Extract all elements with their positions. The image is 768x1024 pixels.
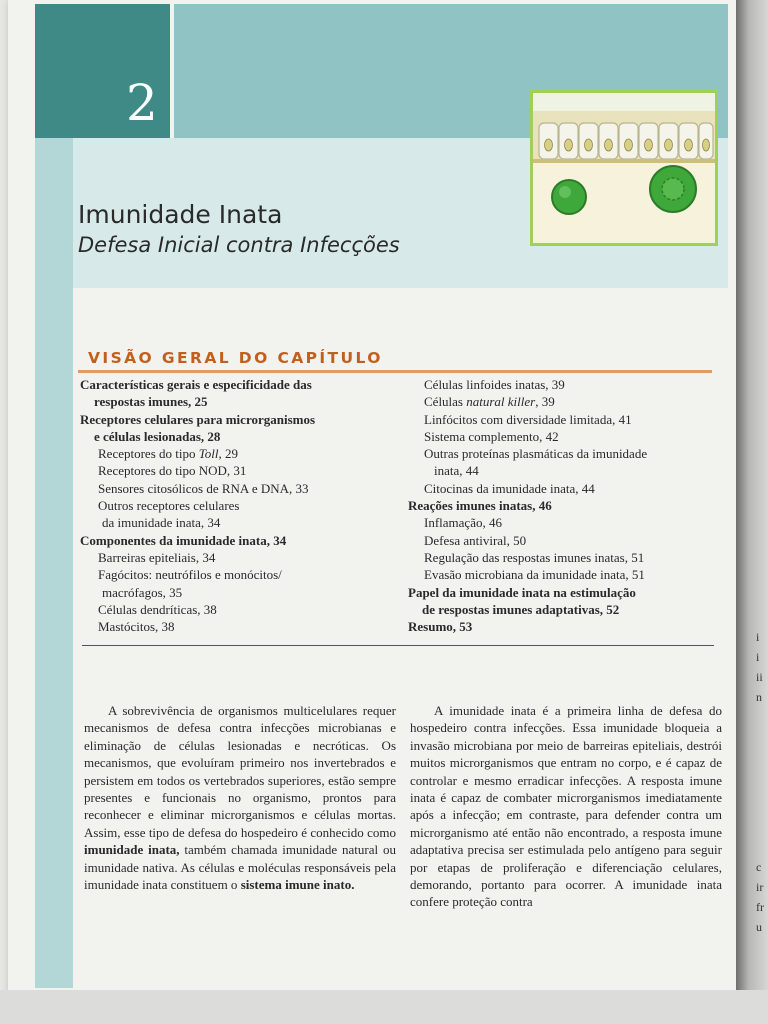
right-toc-item: Citocinas da imunidade inata, 44 [424,480,595,496]
gutter-text-fragment: fr [756,900,764,914]
right-toc-item: Sistema complemento, 42 [424,428,559,444]
right-toc-item: de respostas imunes adaptativas, 52 [422,601,620,617]
right-toc-item: Células linfoides inatas, 39 [424,377,565,392]
right-toc-item: Resumo, 53 [408,619,473,635]
left-toc-item: Células dendríticas, 38 [98,601,217,617]
intro-text-1: A sobrevivência de organismos multicelulares requer mecanismos de defesa contra infecções microbianas e eliminação de células lesionadas e necróticas. Os mecanismos, que evoluíram primeiro nos invertebrados e persistem em todos os vertebrados superiores, estão sempre presentes e funcionais no organismo, prontos para reconhecer e eliminar microrganismos e células mortas. Assim, esse tipo de defesa do hospedeiro é conhecido como [84,703,396,840]
body-left-column [84,702,396,893]
first-line-defense-paragraph: A imunidade inata é a primeira linha de defesa do hospedeiro contra infecções. Essa imunidade bloqueia a invasão microbiana por meio de barreiras epiteliais, destrói muitos microrganismos que entram no corpo, e é capaz de controlar e mesmo erradicar infecções. A resposta imune inata é capaz de combater microrganismos imediatamente após a infecção; em contraste, para defender contra um microrganismo até então não encontrado, a resposta imune adaptativa precisa ser estimulada pelo antígeno para seguir por etapas de proliferação e diferenciação celulares, demorando, portanto para ocorrer. A imunidade inata confere proteção contra [410,703,722,910]
page-side-strip [35,138,73,988]
term-innate-immunity: imunidade inata, [84,842,180,858]
overview-rule [78,370,712,373]
term-innate-immune-system: sistema imune inato. [240,877,355,893]
overview-heading: VISÃO GERAL DO CAPÍTULO [88,349,383,367]
gutter-text-fragment: c [756,860,762,874]
toc-right-column [408,376,728,635]
left-toc-item: Mastócitos, 38 [98,619,175,635]
left-toc-item: Receptores do tipo Toll, 29 [98,446,238,462]
epithelium-cells-image [533,93,715,243]
right-toc-item: Regulação das respostas imunes inatas, 51 [424,549,645,565]
gutter-text-fragment: ir [756,880,764,894]
right-toc-item: Evasão microbiana da imunidade inata, 51 [424,567,645,583]
gutter-text-fragment: n [756,690,762,704]
left-toc-item: Sensores citosólicos de RNA e DNA, 33 [98,480,309,496]
right-toc-item: Reações imunes inatas, 46 [408,498,552,514]
intro-paragraph [84,702,396,893]
left-toc-item: e células lesionadas, 28 [94,428,221,444]
gutter-text-fragment: ii [756,670,763,684]
left-toc-item: Outros receptores celulares [98,498,240,514]
right-toc-item: Outras proteínas plasmáticas da imunidade [424,446,648,462]
left-toc-item: Características gerais e especificidade das [80,377,312,392]
chapter-title: Imunidade Inata [78,200,283,229]
left-toc-item: da imunidade inata, 34 [102,515,221,531]
left-toc-item: Receptores do tipo NOD, 31 [98,463,247,479]
left-toc-item: Componentes da imunidade inata, 34 [80,532,287,548]
chapter-number: 2 [126,74,158,132]
left-toc-item: Barreiras epiteliais, 34 [98,549,216,565]
gutter-text-fragment: i [756,630,760,644]
toc-left-column [80,376,400,635]
left-toc-item: macrófagos, 35 [102,584,183,600]
gutter-text-fragment: i [756,650,760,664]
right-toc-item: Defesa antiviral, 50 [424,532,527,548]
gutter-text-fragment: u [756,920,762,934]
page-bottom-shadow [0,990,768,1024]
section-divider [82,645,714,646]
book-gutter [736,0,768,1024]
intro-text-2: também chamada imunidade natural ou imunidade nativa. As células e moléculas responsáveis pela imunidade inata constituem o [84,842,396,893]
page-left-edge [0,0,8,1024]
right-toc-item: inata, 44 [434,463,479,479]
epithelium-illustration [530,90,718,246]
left-toc-item: Receptores celulares para microrganismos [80,411,316,427]
body-right-column [410,702,722,911]
right-toc-item: Papel da imunidade inata na estimulação [408,584,636,600]
left-toc-item: Fagócitos: neutrófilos e monócitos/ [98,567,282,583]
right-toc-item: Células natural killer, 39 [424,394,555,410]
right-toc-item: Linfócitos com diversidade limitada, 41 [424,411,632,427]
right-toc-item: Inflamação, 46 [424,515,502,531]
left-toc-item: respostas imunes, 25 [94,394,208,410]
chapter-subtitle: Defesa Inicial contra Infecções [78,233,400,257]
